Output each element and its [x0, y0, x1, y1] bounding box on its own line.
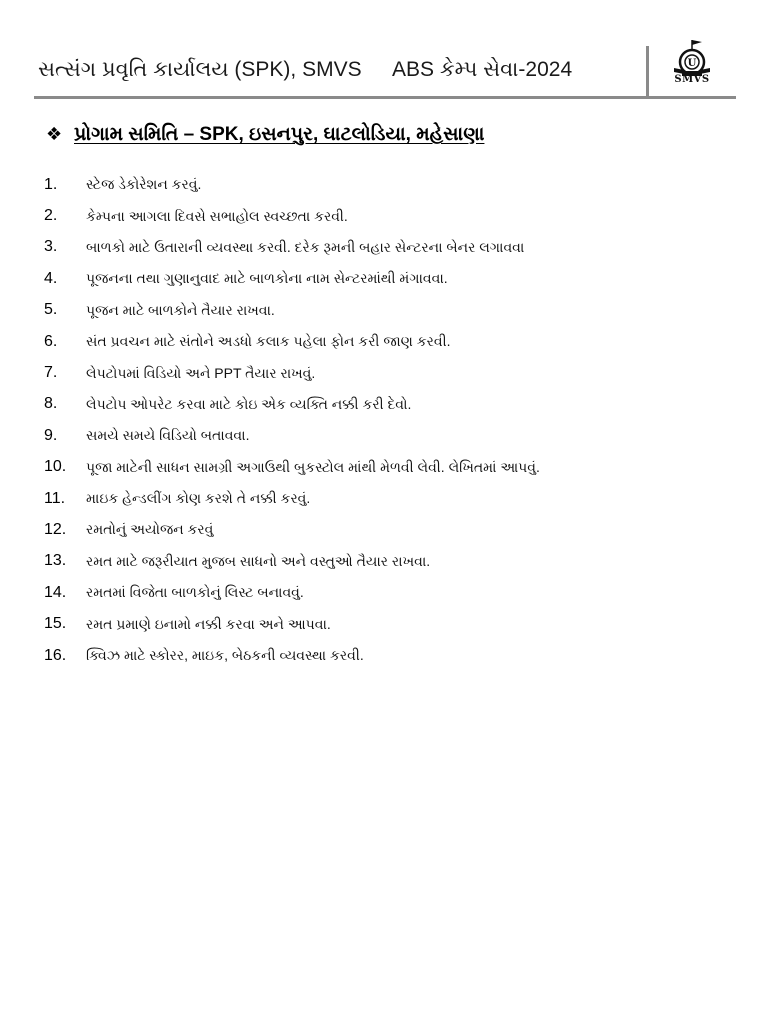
list-item	[44, 420, 734, 451]
item-number: 14.	[44, 583, 67, 601]
list-item	[44, 169, 734, 200]
list-item	[44, 200, 734, 231]
item-text: રમત પ્રમાણે ઇનામો નક્કી કરવા અને આપવા.	[86, 615, 331, 632]
header-divider-vertical	[646, 46, 649, 98]
item-number: 8.	[44, 395, 58, 413]
item-text: કેમ્પના આગલા દિવસે સભાહોલ સ્વચ્છતા કરવી.	[86, 207, 348, 224]
section-title-text: પ્રોગામ સમિતિ – SPK, ઇસનપુર, ઘાટલોડિયા, મહેસાણા	[74, 124, 485, 145]
item-text: પૂજનના તથા ગુણાનુવાદ માટે બાળકોના નામ સેન્ટરમાંથી મંગાવવા.	[86, 270, 448, 287]
list-item	[44, 389, 734, 420]
item-text: બાળકો માટે ઉતારાની વ્યવસ્થા કરવી. દરેક રૂમની બહાર સેન્ટરના બેનર લગાવવા	[86, 238, 525, 255]
item-number: 2.	[44, 207, 58, 225]
list-item	[44, 483, 734, 514]
list-item	[44, 608, 734, 639]
item-number: 12.	[44, 520, 67, 538]
item-number: 11.	[44, 489, 66, 507]
item-text: પૂજા માટેની સાધન સામગ્રી અગાઉથી બુકસ્ટોલ માંથી મેળવી લેવી. લેખિતમાં આપવું.	[86, 458, 540, 475]
diamond-bullet-icon: ❖	[46, 124, 63, 144]
list-item	[44, 546, 734, 577]
item-text: સંત પ્રવચન માટે સંતોને અડધો કલાક પહેલા ફોન કરી જાણ કરવી.	[86, 333, 451, 350]
svg-text:U: U	[687, 58, 697, 69]
item-number: 1.	[44, 175, 58, 193]
item-text: લેપટોપમાં વિડિયો અને PPT તૈયાર રાખવું.	[86, 364, 316, 381]
item-text: સ્ટેજ ડેકોરેશન કરવું.	[86, 176, 202, 193]
item-number: 10.	[44, 458, 67, 476]
item-text: રમત માટે જરૂરીયાત મુજબ સાધનો અને વસ્તુઓ તૈયાર રાખવા.	[86, 552, 431, 569]
item-text: ક્વિઝ માટે સ્કોરર, માઇક, બેઠકની વ્યવસ્થા કરવી.	[86, 647, 364, 664]
list-item	[44, 577, 734, 608]
task-list	[44, 169, 734, 671]
item-text: લેપટોપ ઓપરેટ કરવા માટે કોઇ એક વ્યક્તિ નક્કી કરી દેવો.	[86, 395, 412, 412]
item-number: 16.	[44, 646, 67, 664]
item-number: 13.	[44, 552, 67, 570]
item-number: 4.	[44, 269, 58, 287]
list-item	[44, 514, 734, 545]
item-text: રમતોનું અયોજન કરવું	[86, 521, 214, 538]
item-text: સમયે સમયે વિડિયો બતાવવા.	[86, 427, 250, 444]
logo-text: SMVS	[674, 74, 710, 85]
logo-emblem-icon	[666, 38, 718, 78]
smvs-logo	[666, 38, 718, 94]
item-number: 5.	[44, 301, 58, 319]
item-number: 3.	[44, 238, 58, 256]
item-number: 7.	[44, 364, 58, 382]
list-item	[44, 263, 734, 294]
header-divider	[34, 96, 736, 99]
list-item	[44, 326, 734, 357]
office-title: સત્સંગ પ્રવૃતિ કાર્યાલય (SPK), SMVS	[38, 58, 362, 81]
item-text: રમતમાં વિજેતા બાળકોનું લિસ્ટ બનાવવું.	[86, 584, 304, 601]
item-number: 9.	[44, 426, 58, 444]
camp-title: ABS કેમ્પ સેવા-2024	[392, 58, 573, 81]
page-header	[0, 0, 768, 100]
item-text: માઇક હેન્ડલીંગ કોણ કરશે તે નક્કી કરવું.	[86, 490, 311, 507]
item-text: પૂજન માટે બાળકોને તૈયાર રાખવા.	[86, 301, 275, 318]
list-item	[44, 640, 734, 671]
item-number: 6.	[44, 332, 58, 350]
list-item	[44, 295, 734, 326]
section-heading	[46, 124, 484, 146]
list-item	[44, 357, 734, 388]
item-number: 15.	[44, 615, 67, 633]
list-item	[44, 452, 734, 483]
list-item	[44, 232, 734, 263]
